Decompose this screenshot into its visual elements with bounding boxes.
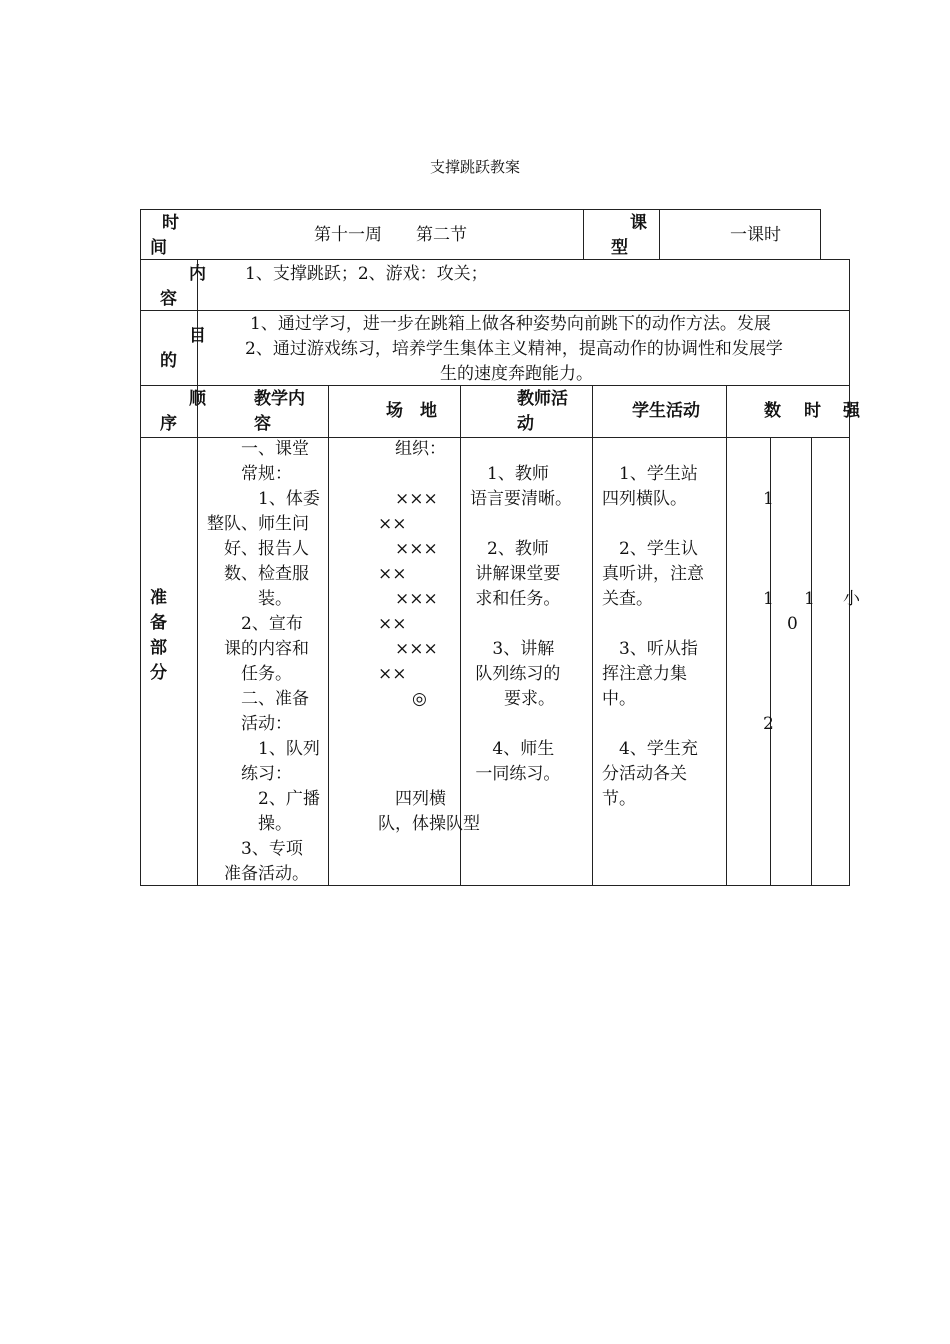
goal-label-2: 的 <box>160 351 177 371</box>
col-venue: 场 地 <box>386 401 437 421</box>
teaching-content-line: 任务。 <box>207 664 292 684</box>
teacher-activity-line: 3、讲解 <box>470 639 555 659</box>
venue-line: ××× <box>378 539 438 559</box>
teacher-activity-column <box>470 437 572 787</box>
teaching-content-line: 练习： <box>207 764 292 784</box>
rule <box>140 209 141 886</box>
student-activity-line: 关查。 <box>602 589 653 609</box>
teaching-content-line: 课的内容和 <box>207 639 309 659</box>
venue-line <box>378 462 480 487</box>
col-teacher-2: 动 <box>517 414 534 434</box>
student-activity-line <box>602 712 704 737</box>
student-activity-line: 2、学生认 <box>602 539 698 559</box>
section-name-1: 准 <box>150 588 167 608</box>
document-title: 支撑跳跃教案 <box>429 158 520 176</box>
count-value: 1 <box>763 489 774 509</box>
col-time: 时 <box>804 401 821 421</box>
student-activity-line: 挥注意力集 <box>602 664 687 684</box>
teaching-content-line: 好、报告人 <box>207 539 309 559</box>
goal-line-2: 2、通过游戏练习，培养学生集体主义精神，提高动作的协调性和发展学 <box>245 339 783 359</box>
teacher-activity-line: 4、师生 <box>470 739 555 759</box>
teacher-activity-line: 求和任务。 <box>470 589 561 609</box>
student-activity-line: 四列横队。 <box>602 489 687 509</box>
teaching-content-line: 数、检查服 <box>207 564 309 584</box>
rule <box>659 209 660 260</box>
col-intensity: 强 <box>843 401 860 421</box>
student-activity-line: 分活动各关 <box>602 764 687 784</box>
rule <box>197 259 198 886</box>
type-value: 一课时 <box>730 225 781 245</box>
teaching-content-line: 操。 <box>207 814 292 834</box>
teacher-activity-line <box>470 437 572 462</box>
col-order-1: 顺 <box>189 389 206 409</box>
student-activity-line: 4、学生充 <box>602 739 698 759</box>
col-teacher-1: 教师活 <box>517 389 568 409</box>
teacher-activity-line: 语言要清晰。 <box>470 489 572 509</box>
venue-line <box>378 762 480 787</box>
time-label-2: 间 <box>150 238 167 258</box>
venue-line: ××× <box>378 489 438 509</box>
venue-line: ××× <box>378 589 438 609</box>
teaching-content-line: 2、宣布 <box>207 614 303 634</box>
col-count: 数 <box>764 401 781 421</box>
teacher-activity-line: 队列练习的 <box>470 664 561 684</box>
type-label-2: 型 <box>611 238 628 258</box>
rule <box>811 437 812 886</box>
teaching-content-line: 2、广播 <box>207 789 320 809</box>
teaching-content-line: 3、专项 <box>207 839 303 859</box>
goal-line-1: 1、通过学习，进一步在跳箱上做各种姿势向前跳下的动作方法。发展 <box>250 314 771 334</box>
col-order-2: 序 <box>160 414 177 434</box>
content-value: 1、支撑跳跃；2、游戏：攻关； <box>245 264 488 284</box>
time-value-cell: 0 <box>787 614 798 634</box>
student-activity-line: 1、学生站 <box>602 464 698 484</box>
teacher-activity-line <box>470 712 572 737</box>
time-value: 第十一周 第二节 <box>314 225 467 245</box>
teacher-activity-line: 讲解课堂要 <box>470 564 561 584</box>
student-activity-column <box>602 437 704 812</box>
rule <box>328 385 329 886</box>
time-label-1: 时 <box>162 213 179 233</box>
venue-line: 组织： <box>378 439 446 459</box>
rule <box>592 385 593 886</box>
venue-line <box>378 737 480 762</box>
venue-line <box>378 712 480 737</box>
teaching-content-line: 1、队列 <box>207 739 320 759</box>
student-activity-line <box>602 612 704 637</box>
section-name-3: 部 <box>150 638 167 658</box>
type-label-1: 课 <box>630 213 647 233</box>
time-value-cell: 1 <box>804 589 815 609</box>
student-activity-line: 3、听从指 <box>602 639 698 659</box>
teaching-content-line: 一、课堂 <box>207 439 309 459</box>
teacher-activity-line: 要求。 <box>470 689 555 709</box>
venue-line: ×× <box>378 664 407 684</box>
student-activity-line: 中。 <box>602 689 636 709</box>
rule <box>583 209 584 260</box>
teaching-content-line: 活动： <box>207 714 292 734</box>
teacher-activity-line <box>470 612 572 637</box>
teaching-content-line: 装。 <box>207 589 292 609</box>
teaching-content-column <box>207 437 320 887</box>
teacher-activity-line: 一同练习。 <box>470 764 561 784</box>
rule <box>140 310 850 311</box>
col-content-1: 教学内 <box>254 389 305 409</box>
section-name-2: 备 <box>150 613 167 633</box>
student-activity-line <box>602 437 704 462</box>
venue-column <box>378 437 480 837</box>
goal-label-1: 目 <box>189 326 206 346</box>
goal-line-3: 生的速度奔跑能力。 <box>440 364 593 384</box>
student-activity-line: 真听讲，注意 <box>602 564 704 584</box>
rule <box>820 209 821 260</box>
rule <box>726 385 727 886</box>
venue-line: ×× <box>378 614 407 634</box>
student-activity-line <box>602 512 704 537</box>
teacher-activity-line: 2、教师 <box>470 539 549 559</box>
venue-line: ×× <box>378 514 407 534</box>
content-label-2: 容 <box>160 289 177 309</box>
teaching-content-line: 1、体委 <box>207 489 320 509</box>
rule <box>849 259 850 886</box>
venue-line: 四列横 <box>378 789 446 809</box>
teaching-content-line: 准备活动。 <box>207 864 309 884</box>
teaching-content-line: 整队、师生问 <box>207 514 309 534</box>
teaching-content-line: 二、准备 <box>207 689 309 709</box>
rule <box>140 259 850 260</box>
venue-line: 队，体操队型 <box>378 814 480 834</box>
content-label-1: 内 <box>189 264 206 284</box>
venue-line: ◎ <box>378 689 427 709</box>
rule <box>140 209 821 210</box>
teacher-activity-line: 1、教师 <box>470 464 549 484</box>
venue-line: ×× <box>378 564 407 584</box>
venue-line: ××× <box>378 639 438 659</box>
col-content-2: 容 <box>254 414 271 434</box>
col-student: 学生活动 <box>632 401 700 421</box>
count-value: 1 <box>763 589 774 609</box>
intensity-value: 小 <box>843 589 860 609</box>
teaching-content-line: 常规： <box>207 464 292 484</box>
teacher-activity-line <box>470 512 572 537</box>
section-name-4: 分 <box>150 663 167 683</box>
student-activity-line: 节。 <box>602 789 636 809</box>
count-value: 2 <box>763 714 774 734</box>
